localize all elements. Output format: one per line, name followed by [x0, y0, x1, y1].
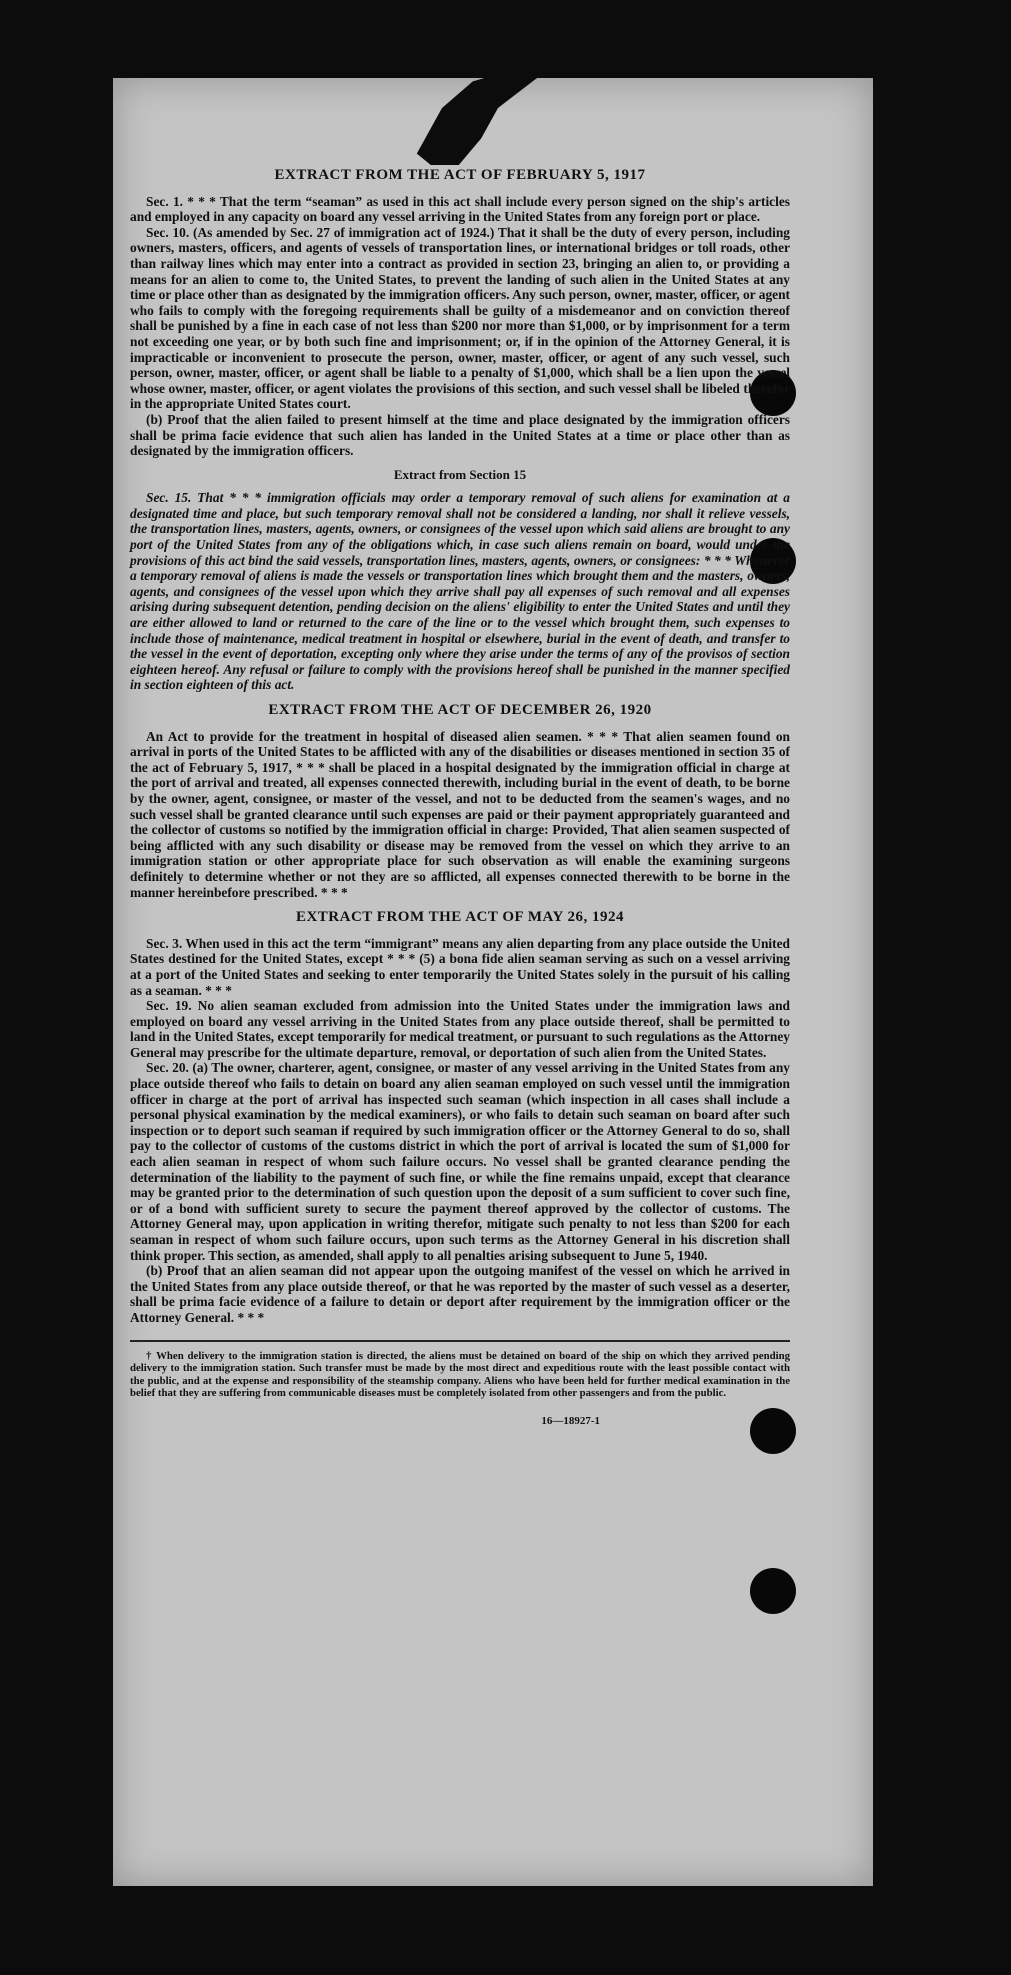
heading-act-1917: EXTRACT FROM THE ACT OF FEBRUARY 5, 1917	[274, 167, 646, 183]
section-20-b: (b) Proof that an alien seaman did not appear upon the outgoing manifest of the vessel on which he arrived in the United States from any place outside thereof, or that he was reported by the master of such vessel as a deserter, shall be prima facie evidence of a failure to detain or deport after requirement by the immigration officer or the Attorney General. * * *	[130, 1263, 790, 1325]
subheading-section-15: Extract from Section 15	[393, 466, 527, 482]
section-1: Sec. 1. * * * That the term “seaman” as used in this act shall include every person signed on the ship's articles and employed in any capacity on board any vessel arriving in the United States from any foreign port or place.	[130, 193, 790, 225]
form-number: 16—18927-1	[541, 1414, 600, 1427]
heading-act-1924: EXTRACT FROM THE ACT OF MAY 26, 1924	[295, 909, 625, 926]
section-10: Sec. 10. (As amended by Sec. 27 of immigration act of 1924.) That it shall be the duty of every person, including owners, masters, officers, and agents of vessels of transportation lines, or international bridges or toll roads, other than railway lines which may enter into a contract as provided in section 23, bringing an alien to, or providing a means for an alien to come to, the United States, to prevent the landing of such alien in the United States at any time or place other than as designated by the immigration officers. Any such person, owner, master, officer, or agent who fails to comply with the foregoing requirements shall be guilty of a misdemeanor and on conviction thereof shall be punished by a fine in each case of not less than $200 nor more than $1,000, or by imprisonment for a term not exceeding one year, or by both such fine and imprisonment; or, if in the opinion of the Attorney General, it is impracticable or inconvenient to prosecute the person, owner, master, officer, or agent of any such vessel, such person, owner, master, officer, or agent shall be liable to a penalty of $1,000, which shall be a lien upon the vessel whose owner, master, officer, or agent violates the provisions of this section, and such vessel shall be libeled therefor in the appropriate United States court.	[130, 224, 790, 412]
footnote: † When delivery to the immigration station is directed, the aliens must be detained on board of the ship on which they arrived pending delivery to the immigration station. Such transfer must be made by the most direct and expeditious route with the least possible contact with the public, and at the expense and responsibility of the steamship company. Aliens who have been held for further medical examination in the belief that they are suffering from communicable diseases must be completely isolated from other passengers and from the public.	[130, 1349, 790, 1400]
section-20: Sec. 20. (a) The owner, charterer, agent, consignee, or master of any vessel arriving in the United States from any place outside thereof who fails to detain on board any alien seaman employed on such vessel until the immigration officer in charge at the port of arrival has inspected such seaman (which inspection in all cases shall include a personal physical examination by the medical examiners), or who fails to detain such seaman on board after such inspection or to deport such seaman if required by such immigration officer or the Attorney General to do so, shall pay to the collector of customs of the customs district in which the port of arrival is located the sum of $1,000 for each alien seaman in respect of whom such failure occurs. No vessel shall be granted clearance pending the determination of the liability to the payment of such fine, or while the fine remains unpaid, except that clearance may be granted prior to the determination of such question upon the deposit of a sum sufficient to cover such fine, or of a bond with sufficient surety to secure the payment thereof approved by the collector of customs. The Attorney General may, upon application in writing therefor, mitigate such penalty to not less than $200 for each seaman in respect of whom such failure occurs, upon such terms as the Attorney General in his discretion shall think proper. This section, as amended, shall apply to all penalties arising subsequent to June 5, 1940.	[130, 1060, 790, 1263]
divider	[130, 1340, 790, 1342]
act-1920-text: An Act to provide for the treatment in hospital of diseased alien seamen. * * * That alien seamen found on arrival in ports of the United States to be afflicted with any of the disabilities or diseases mentioned in section 35 of the act of February 5, 1917, * * * shall be placed in a hospital designated by the immigration official in charge at the port of arrival and treated, all expenses connected therewith, including burial in the event of death, to be borne by the owner, agent, consignee, or master of the vessel, and not to be deducted from the seamen's wages, and no such vessel shall be granted clearance until such expenses are paid or their payment appropriately guaranteed and the collector of customs so notified by the immigration official in charge: Provided, That alien seamen suspected of being afflicted with any such disability or disease may be removed from the vessel on which they arrive to an immigration station or other appropriate place for such observation as will enable the examining surgeons definitely to determine whether or not they are so afflicted, all expenses connected therewith to be borne in the manner hereinbefore prescribed. * * *	[130, 728, 790, 900]
punch-hole	[750, 1568, 796, 1614]
section-19: Sec. 19. No alien seaman excluded from admission into the United States under the immigration laws and employed on board any vessel arriving in the United States from any place outside thereof, shall be permitted to land in the United States, except temporarily for medical treatment, or pursuant to such regulations as the Attorney General may prescribe for the ultimate departure, removal, or deportation of such alien from the United States.	[130, 998, 790, 1060]
section-15: Sec. 15. That * * * immigration officials may order a temporary removal of such aliens for examination at a designated time and place, but such temporary removal shall not be considered a landing, nor shall it relieve vessels, the transportation lines, masters, agents, owners, or consignees of the vessel upon which said aliens are brought to any port of the United States from any of the obligations which, in case such aliens remain on board, would under the provisions of this act bind the said vessels, transportation lines, masters, agents, owners, or consignees: * * * Whenever a temporary removal of aliens is made the vessels or transportation lines which brought them and the masters, owners, agents, and consignees of the vessel upon which they arrive shall pay all expenses of such removal and all expenses arising during subsequent detention, pending decision on the aliens' eligibility to enter the United States and until they are either allowed to land or returned to the care of the line or to the vessel which brought them, such expenses to include those of maintenance, medical treatment in hospital or elsewhere, burial in the event of death, and transfer to the vessel in the event of deportation, excepting only where they arise under the terms of any of the provisos of section eighteen hereof. Any refusal or failure to comply with the provisions hereof shall be punished in the manner specified in section eighteen of this act.	[130, 490, 790, 693]
section-3: Sec. 3. When used in this act the term “immigrant” means any alien departing from any place outside the United States destined for the United States, except * * * (5) a bona fide alien seaman serving as such on a vessel arriving at a port of the United States and seeking to enter temporarily the United States solely in the pursuit of his calling as a seaman. * * *	[130, 935, 790, 998]
heading-act-1920: EXTRACT FROM THE ACT OF DECEMBER 26, 1920	[268, 702, 652, 718]
section-10-b: (b) Proof that the alien failed to present himself at the time and place designated by the immigration officers shall be prima facie evidence that such alien has landed in the United States at a time or place other than as designated by the immigration officers.	[130, 411, 790, 459]
document-text	[130, 158, 790, 1430]
